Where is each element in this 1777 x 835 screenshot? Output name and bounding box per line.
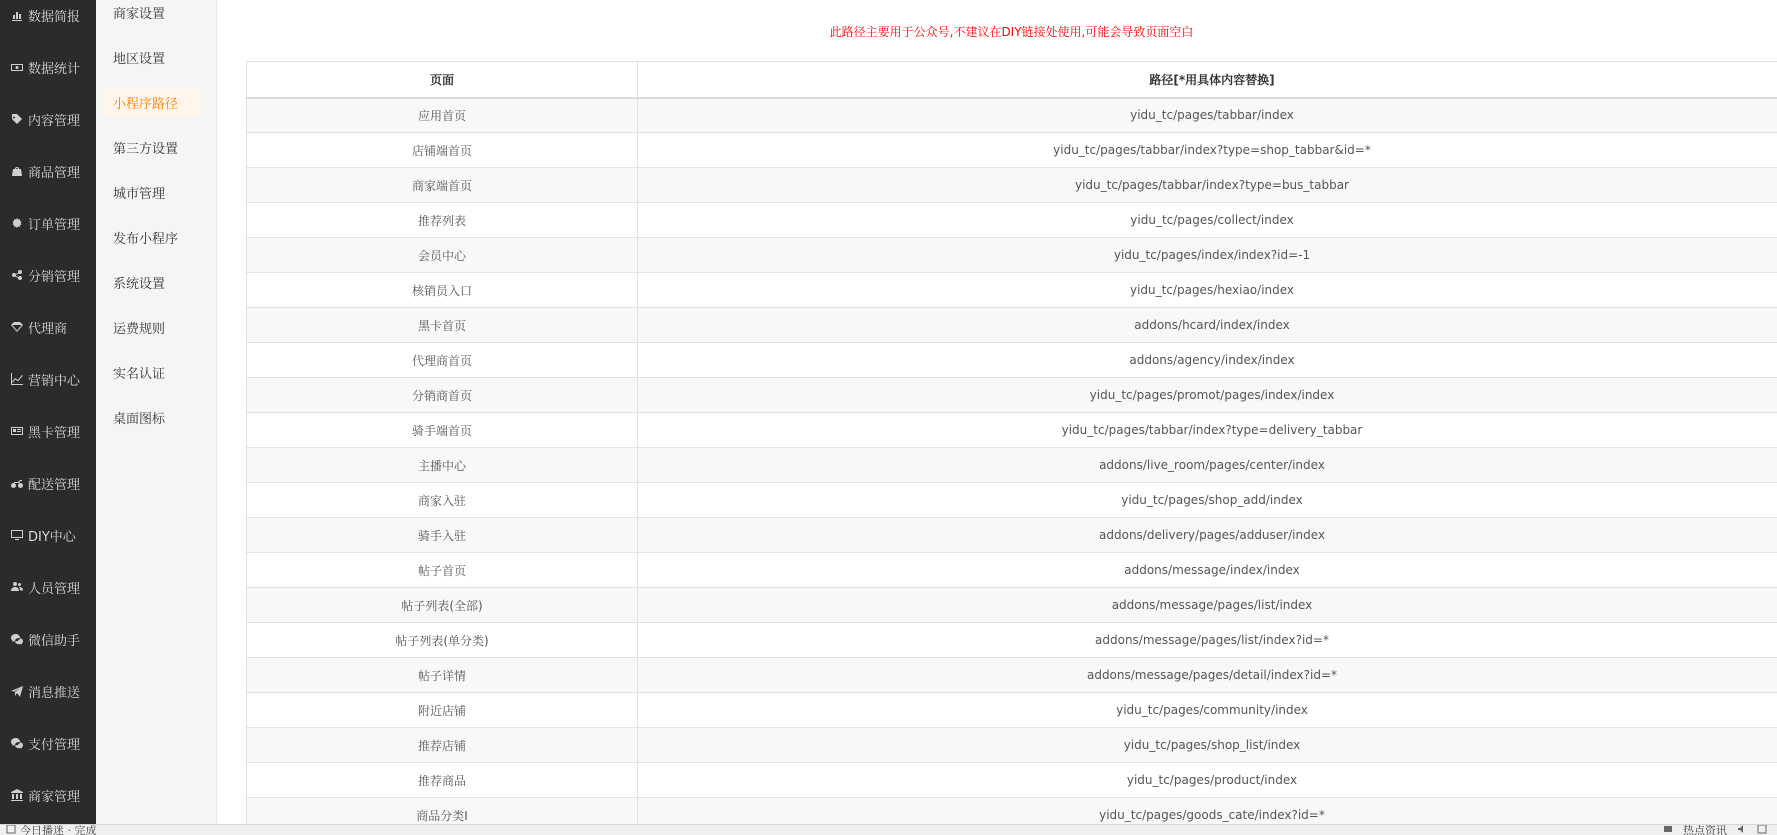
wechat-icon <box>10 632 24 646</box>
wechat-pay-icon <box>10 736 24 750</box>
path-notice: 此路径主要用于公众号,不建议在DIY链接处使用,可能会导致页面空白 <box>246 23 1777 40</box>
page-name-cell: 分销商首页 <box>247 378 638 413</box>
table-row <box>247 168 1777 203</box>
table-row <box>247 483 1777 518</box>
sidebar-item-label: 商家管理 <box>28 786 80 805</box>
path-cell[interactable]: yidu_tc/pages/product/index <box>638 763 1777 798</box>
sidebar-item-label: 黑卡管理 <box>28 422 80 441</box>
hot-news-link[interactable]: 热点资讯 <box>1683 824 1727 835</box>
table-row <box>247 553 1777 588</box>
path-cell[interactable]: yidu_tc/pages/tabbar/index?type=delivery_tabbar <box>638 413 1777 448</box>
mini-program-path-table <box>246 61 1777 833</box>
sidebar-item-label: 数据统计 <box>28 58 80 77</box>
submenu-item-3[interactable]: 小程序路径 <box>104 88 200 116</box>
page-name-cell: 店铺端首页 <box>247 133 638 168</box>
news-icon[interactable] <box>1663 824 1673 835</box>
page-name-cell: 帖子列表(全部) <box>247 588 638 623</box>
submenu-item-4[interactable]: 第三方设置 <box>104 133 200 161</box>
sidebar-item-12[interactable] <box>0 573 96 601</box>
sidebar-item-label: 微信助手 <box>28 630 80 649</box>
table-row <box>247 588 1777 623</box>
users-icon <box>10 580 24 594</box>
page-name-cell: 商家端首页 <box>247 168 638 203</box>
line-chart-icon <box>10 372 24 386</box>
table-row <box>247 308 1777 343</box>
sidebar-item-7[interactable] <box>0 313 96 341</box>
desktop-icon <box>10 528 24 542</box>
sidebar-item-11[interactable] <box>0 521 96 549</box>
page-name-cell: 帖子详情 <box>247 658 638 693</box>
page-name-cell: 骑手端首页 <box>247 413 638 448</box>
browser-status-bar <box>0 824 1777 835</box>
sidebar-item-13[interactable] <box>0 625 96 653</box>
column-header-page: 页面 <box>247 62 638 98</box>
sidebar-item-10[interactable] <box>0 469 96 497</box>
path-cell[interactable]: addons/hcard/index/index <box>638 308 1777 343</box>
sidebar-item-6[interactable] <box>0 261 96 289</box>
paper-plane-icon <box>10 684 24 698</box>
sidebar-item-1[interactable] <box>0 1 96 29</box>
path-cell[interactable]: yidu_tc/pages/hexiao/index <box>638 273 1777 308</box>
path-cell[interactable]: yidu_tc/pages/tabbar/index?type=shop_tabbar&id=* <box>638 133 1777 168</box>
page-name-cell: 代理商首页 <box>247 343 638 378</box>
path-cell[interactable]: addons/live_room/pages/center/index <box>638 448 1777 483</box>
settings-submenu <box>96 0 217 824</box>
table-row <box>247 448 1777 483</box>
page-name-cell: 附近店铺 <box>247 693 638 728</box>
path-cell[interactable]: addons/delivery/pages/adduser/index <box>638 518 1777 553</box>
column-header-path: 路径[*用具体内容替换] <box>638 62 1777 98</box>
sidebar-item-8[interactable] <box>0 365 96 393</box>
path-cell[interactable]: yidu_tc/pages/community/index <box>638 693 1777 728</box>
page-name-cell: 推荐列表 <box>247 203 638 238</box>
path-cell[interactable]: yidu_tc/pages/goods_cate/index?id=* <box>638 798 1777 833</box>
table-row <box>247 98 1777 133</box>
page-name-cell: 核销员入口 <box>247 273 638 308</box>
table-row <box>247 378 1777 413</box>
path-cell[interactable]: addons/message/pages/list/index?id=* <box>638 623 1777 658</box>
page-name-cell: 帖子首页 <box>247 553 638 588</box>
table-row <box>247 518 1777 553</box>
table-row <box>247 203 1777 238</box>
table-row <box>247 343 1777 378</box>
path-cell[interactable]: yidu_tc/pages/tabbar/index <box>638 98 1777 133</box>
cog-icon <box>10 216 24 230</box>
page-name-cell: 会员中心 <box>247 238 638 273</box>
path-cell[interactable]: yidu_tc/pages/index/index?id=-1 <box>638 238 1777 273</box>
page-name-cell: 商品分类Ⅰ <box>247 798 638 833</box>
sidebar-item-label: 消息推送 <box>28 682 80 701</box>
page-name-cell: 应用首页 <box>247 98 638 133</box>
submenu-item-6[interactable]: 发布小程序 <box>104 223 200 251</box>
sidebar-item-label: 数据简报 <box>28 6 80 25</box>
page-name-cell: 推荐商品 <box>247 763 638 798</box>
sidebar-item-4[interactable] <box>0 157 96 185</box>
page-name-cell: 商家入驻 <box>247 483 638 518</box>
path-cell[interactable]: yidu_tc/pages/shop_list/index <box>638 728 1777 763</box>
sidebar-item-label: 营销中心 <box>28 370 80 389</box>
page-name-cell: 骑手入驻 <box>247 518 638 553</box>
page-name-cell: 帖子列表(单分类) <box>247 623 638 658</box>
sidebar-item-label: DIY中心 <box>28 526 76 545</box>
page-name-cell: 黑卡首页 <box>247 308 638 343</box>
sidebar-item-label: 分销管理 <box>28 266 80 285</box>
money-icon <box>10 60 24 74</box>
table-row <box>247 728 1777 763</box>
sidebar-item-label: 订单管理 <box>28 214 80 233</box>
status-text: 今日播迷 · 完成 <box>20 824 97 835</box>
sidebar-item-3[interactable] <box>0 105 96 133</box>
table-row <box>247 133 1777 168</box>
page-icon <box>6 824 16 835</box>
submenu-item-9[interactable]: 实名认证 <box>104 358 200 386</box>
path-cell[interactable]: addons/message/pages/list/index <box>638 588 1777 623</box>
diamond-icon <box>10 320 24 334</box>
window-icon[interactable] <box>1757 824 1767 835</box>
table-row <box>247 413 1777 448</box>
volume-icon[interactable] <box>1737 824 1747 835</box>
sidebar-item-label: 内容管理 <box>28 110 80 129</box>
sidebar-item-2[interactable] <box>0 53 96 81</box>
table-row <box>247 658 1777 693</box>
table-row <box>247 273 1777 308</box>
sidebar-item-label: 代理商 <box>28 318 67 337</box>
sidebar-item-label: 配送管理 <box>28 474 80 493</box>
submenu-item-10[interactable]: 桌面图标 <box>104 403 200 431</box>
page-name-cell: 主播中心 <box>247 448 638 483</box>
path-cell[interactable]: yidu_tc/pages/tabbar/index?type=bus_tabbar <box>638 168 1777 203</box>
sidebar-item-16[interactable] <box>0 781 96 809</box>
sidebar-item-label: 支付管理 <box>28 734 80 753</box>
path-cell[interactable]: yidu_tc/pages/collect/index <box>638 203 1777 238</box>
table-row <box>247 693 1777 728</box>
sidebar-item-label: 商品管理 <box>28 162 80 181</box>
page-name-cell: 推荐店铺 <box>247 728 638 763</box>
main-sidebar <box>0 0 96 824</box>
path-cell[interactable]: addons/message/pages/detail/index?id=* <box>638 658 1777 693</box>
submenu-item-2[interactable]: 地区设置 <box>104 43 200 71</box>
sidebar-item-15[interactable] <box>0 729 96 757</box>
submenu-item-8[interactable]: 运费规则 <box>104 313 200 341</box>
motorcycle-icon <box>10 476 24 490</box>
submenu-item-7[interactable]: 系统设置 <box>104 268 200 296</box>
sidebar-item-9[interactable] <box>0 417 96 445</box>
share-icon <box>10 268 24 282</box>
path-cell[interactable]: yidu_tc/pages/promot/pages/index/index <box>638 378 1777 413</box>
tags-icon <box>10 112 24 126</box>
sidebar-item-label: 人员管理 <box>28 578 80 597</box>
table-row <box>247 238 1777 273</box>
bar-chart-icon <box>10 8 24 22</box>
sidebar-item-5[interactable] <box>0 209 96 237</box>
table-row <box>247 763 1777 798</box>
path-cell[interactable]: yidu_tc/pages/shop_add/index <box>638 483 1777 518</box>
table-header-row <box>247 62 1777 98</box>
id-card-icon <box>10 424 24 438</box>
table-row <box>247 623 1777 658</box>
path-cell[interactable]: addons/message/index/index <box>638 553 1777 588</box>
submenu-item-1[interactable]: 商家设置 <box>104 0 200 26</box>
submenu-item-5[interactable]: 城市管理 <box>104 178 200 206</box>
path-cell[interactable]: addons/agency/index/index <box>638 343 1777 378</box>
bank-icon <box>10 788 24 802</box>
sidebar-item-14[interactable] <box>0 677 96 705</box>
shopping-bag-icon <box>10 164 24 178</box>
